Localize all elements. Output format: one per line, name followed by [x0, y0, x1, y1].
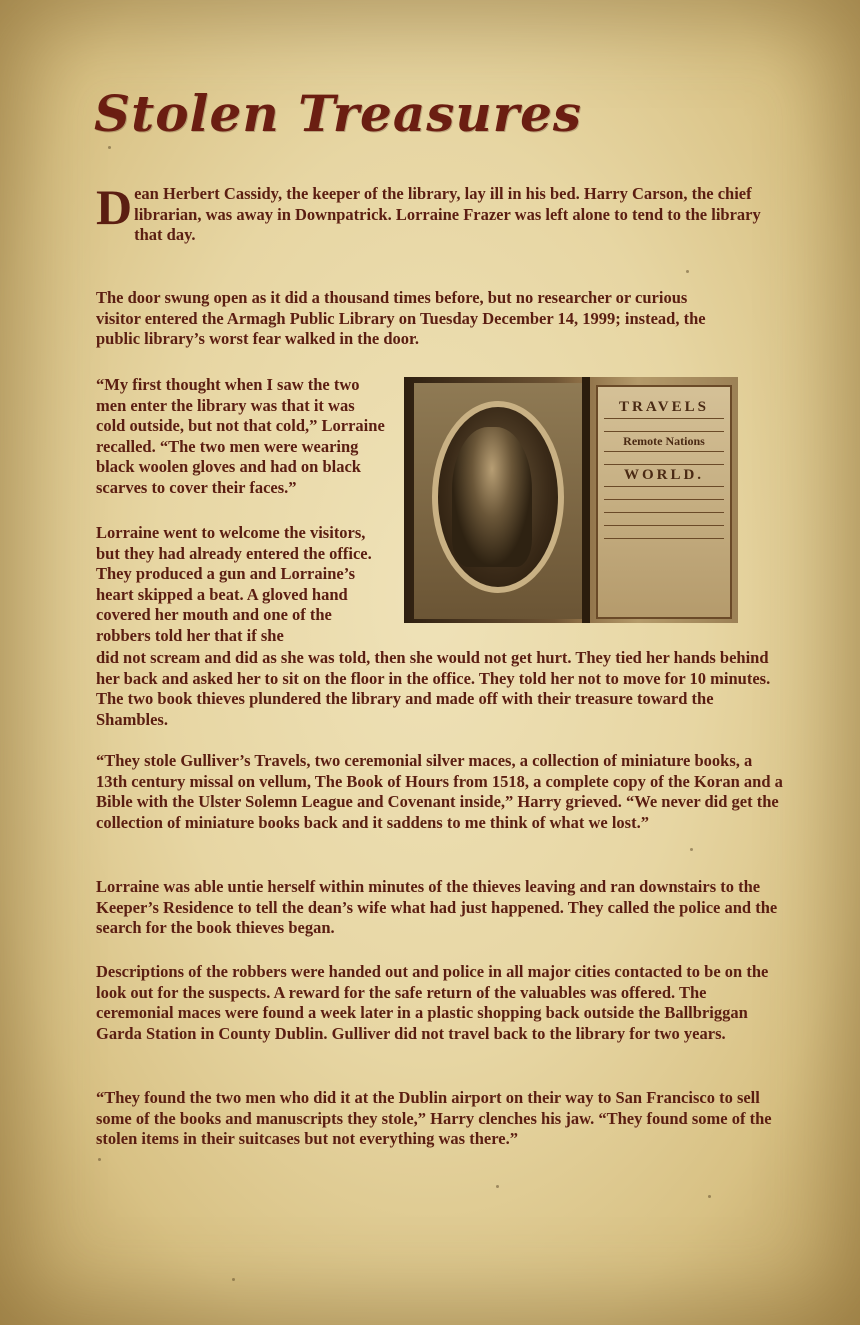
title-page-rule — [604, 528, 724, 539]
title-page — [596, 385, 732, 619]
paragraph-1-text: ean Herbert Cassidy, the keeper of the library, lay ill in his bed. Harry Carson, the chief librarian, was away in Downpatrick. Lorraine Frazer was left alone to tend to the library that day. — [134, 184, 761, 245]
paragraph-6: Lorraine was able untie herself within minutes of the thieves leaving and ran downstairs to the Keeper’s Residence to tell the dean’s wife what had just happened. They called the police and the search for the book thieves began. — [96, 877, 778, 938]
title-page-rule — [604, 515, 724, 526]
portrait-figure — [452, 427, 532, 567]
paragraph-7: Descriptions of the robbers were handed out and police in all major cities contacted to be on the look out for the suspects. A reward for the safe return of the valuables was offered. The ceremonial maces were found a week later in a plastic shopping back outside the Ballbriggan Garda Station in County Dublin. Gulliver did not travel back to the library for two years. — [96, 962, 769, 1043]
paper-speck — [232, 1278, 235, 1281]
book-spine — [582, 377, 590, 623]
title-page-rule — [604, 454, 724, 465]
paragraph-8: “They found the two men who did it at the Dublin airport on their way to San Francisco to sell some of the books and manuscripts they stole,” Harry clenches his jaw. “They found some of the stolen items in their suitcases but not everything was there.” — [96, 1088, 772, 1149]
paragraph-4-wrapped: Lorraine went to welcome the visitors, but they had already entered the office. They produced a gun and Lorraine’s heart skipped a beat. A gloved hand covered her mouth and one of the robbers told her that if she — [96, 523, 372, 645]
title-page-line-2: Remote Nations — [604, 434, 724, 452]
paragraph-4-continued: did not scream and did as she was told, then she would not get hurt. They tied her hands behind her back and asked her to sit on the floor in the office. They told her not to move for 10 minutes. The two book thieves plundered the library and made off with their treasure toward the Shambles. — [96, 648, 771, 729]
title-page-rule — [604, 502, 724, 513]
paper-speck — [496, 1185, 499, 1188]
paper-speck — [690, 848, 693, 851]
paragraph-2: The door swung open as it did a thousand times before, but no researcher or curious visitor entered the Armagh Public Library on Tuesday December 14, 1999; instead, the public library’s worst fear walked in the door. — [96, 288, 706, 349]
paper-speck — [708, 1195, 711, 1198]
paragraph-1 — [96, 179, 786, 246]
paragraph-5: “They stole Gulliver’s Travels, two ceremonial silver maces, a collection of miniature books, a 13th century missal on vellum, The Book of Hours from 1518, a complete copy of the Koran and a Bible with the Ulster Solemn League and Covenant inside,” Harry grieved. “We never did get the collection of miniature books back and it saddens to me think of what we lost.” — [96, 751, 783, 832]
drop-cap: D — [96, 179, 133, 235]
gulliver-book-photo — [404, 377, 738, 623]
title-page-line-3: WORLD. — [604, 467, 724, 487]
paper-speck — [98, 1158, 101, 1161]
paper-speck — [108, 146, 111, 149]
article-title: Stolen Treasures — [94, 84, 583, 143]
title-page-rule — [604, 421, 724, 432]
title-page-rule — [604, 489, 724, 500]
paper-speck — [686, 270, 689, 273]
title-page-line-1: TRAVELS — [604, 399, 724, 419]
paragraph-3: “My first thought when I saw the two men enter the library was that it was cold outside, but not that cold,” Lorraine recalled. “The two men were wearing black woolen gloves and had on black scarves to cover their faces.” — [96, 375, 385, 497]
